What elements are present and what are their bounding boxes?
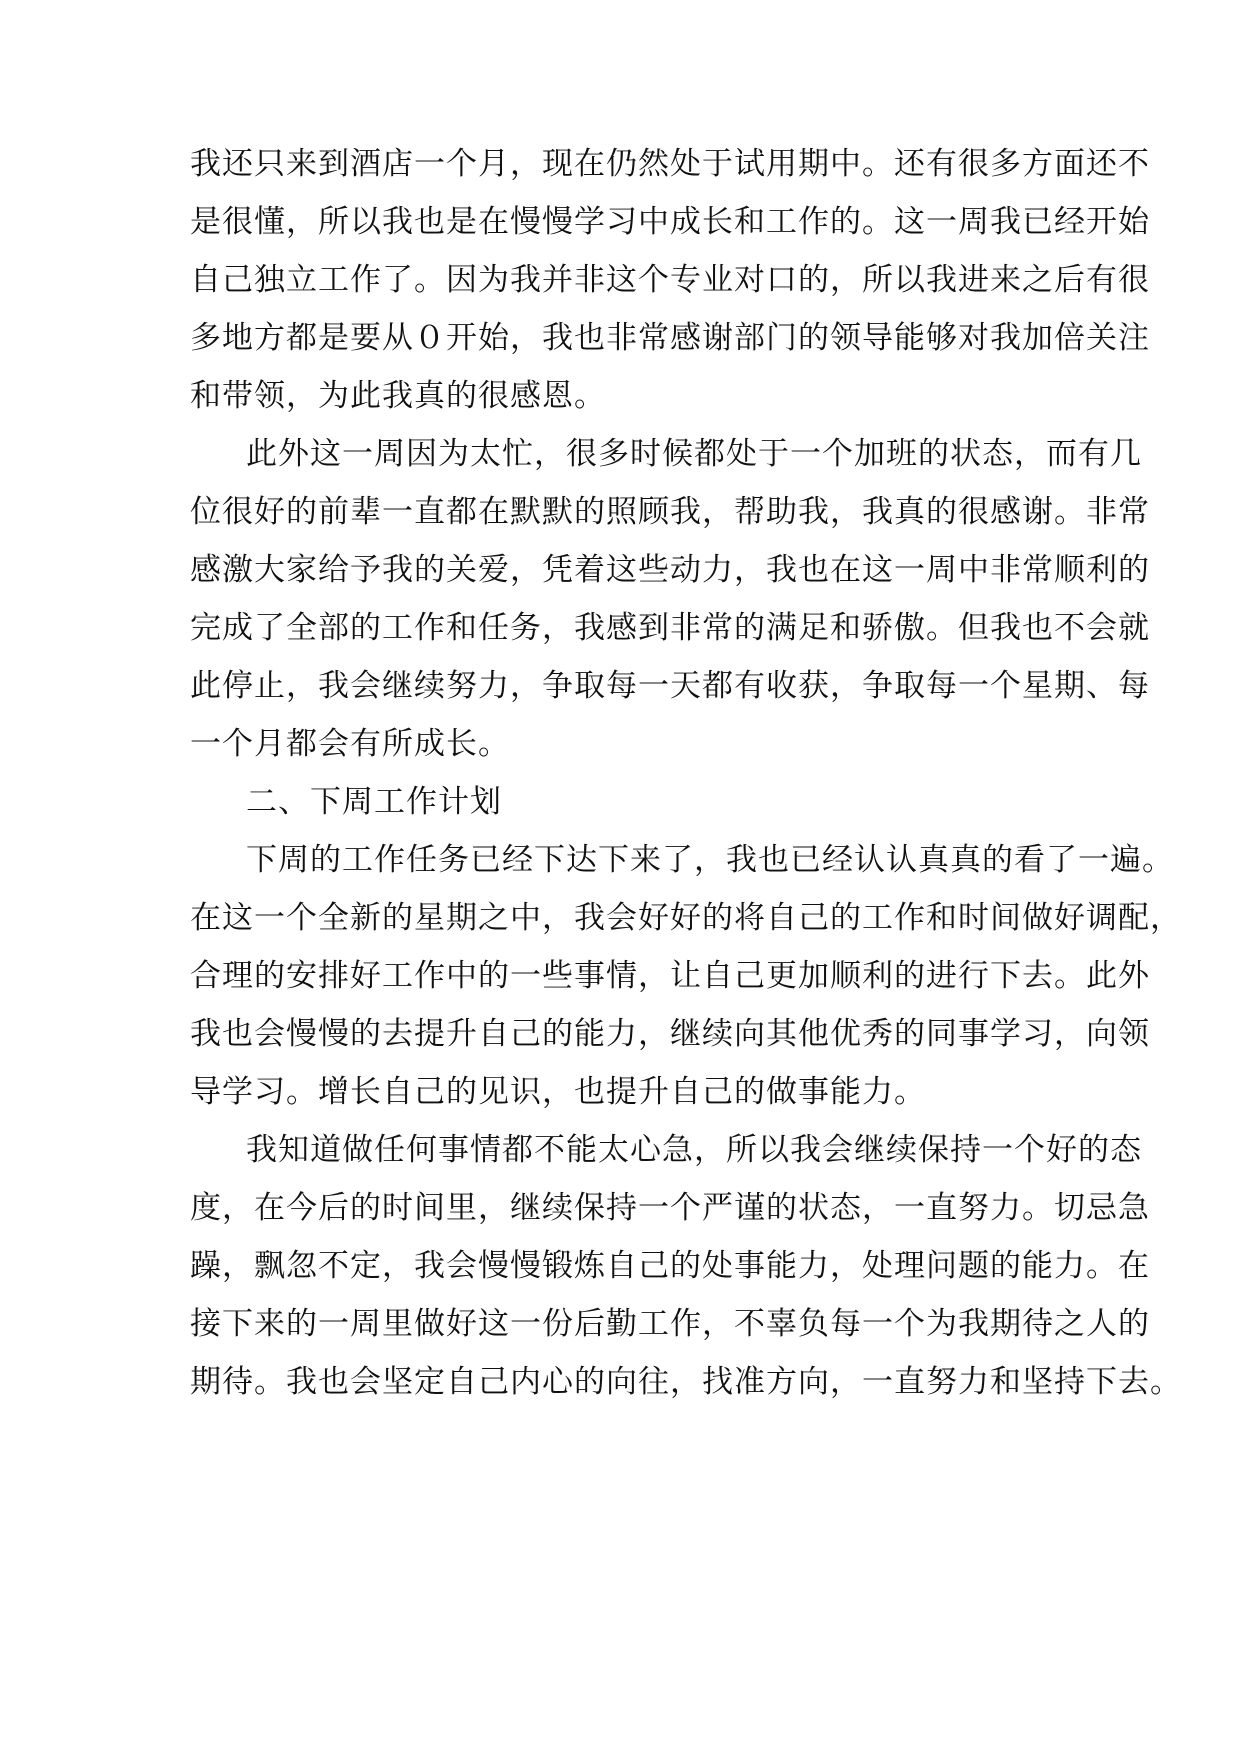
text-line: 度，在今后的时间里，继续保持一个严谨的状态，一直努力。切忌急 (190, 1190, 1150, 1226)
text-line: 和带领，为此我真的很感恩。 (190, 378, 606, 414)
text-line: 我还只来到酒店一个月，现在仍然处于试用期中。还有很多方面还不 (190, 146, 1150, 182)
text-line: 是很懂，所以我也是在慢慢学习中成长和工作的。这一周我已经开始 (190, 204, 1150, 240)
text-line: 接下来的一周里做好这一份后勤工作，不辜负每一个为我期待之人的 (190, 1306, 1150, 1342)
text-line: 下周的工作任务已经下达下来了，我也已经认认真真的看了一遍。 (246, 842, 1174, 878)
text-line: 我知道做任何事情都不能太心急，所以我会继续保持一个好的态 (246, 1132, 1142, 1168)
text-line: 感激大家给予我的关爱，凭着这些动力，我也在这一周中非常顺利的 (190, 552, 1150, 588)
section-heading: 二、下周工作计划 (246, 784, 502, 820)
text-line: 此停止，我会继续努力，争取每一天都有收获，争取每一个星期、每 (190, 668, 1150, 704)
text-line: 完成了全部的工作和任务，我感到非常的满足和骄傲。但我也不会就 (190, 610, 1150, 646)
text-line: 我也会慢慢的去提升自己的能力，继续向其他优秀的同事学习，向领 (190, 1016, 1150, 1052)
text-line: 期待。我也会坚定自己内心的向往，找准方向，一直努力和坚持下去。 (190, 1364, 1182, 1400)
text-line: 躁，飘忽不定，我会慢慢锻炼自己的处事能力，处理问题的能力。在 (190, 1248, 1150, 1284)
text-line: 此外这一周因为太忙，很多时候都处于一个加班的状态，而有几 (246, 436, 1142, 472)
text-line: 多地方都是要从０开始，我也非常感谢部门的领导能够对我加倍关注 (190, 320, 1150, 356)
text-line: 自己独立工作了。因为我并非这个专业对口的，所以我进来之后有很 (190, 262, 1150, 298)
text-line: 一个月都会有所成长。 (190, 726, 510, 762)
text-line: 位很好的前辈一直都在默默的照顾我，帮助我，我真的很感谢。非常 (190, 494, 1150, 530)
text-line: 导学习。增长自己的见识，也提升自己的做事能力。 (190, 1074, 926, 1110)
text-line: 在这一个全新的星期之中，我会好好的将自己的工作和时间做好调配， (190, 900, 1182, 936)
text-line: 合理的安排好工作中的一些事情，让自己更加顺利的进行下去。此外 (190, 958, 1150, 994)
